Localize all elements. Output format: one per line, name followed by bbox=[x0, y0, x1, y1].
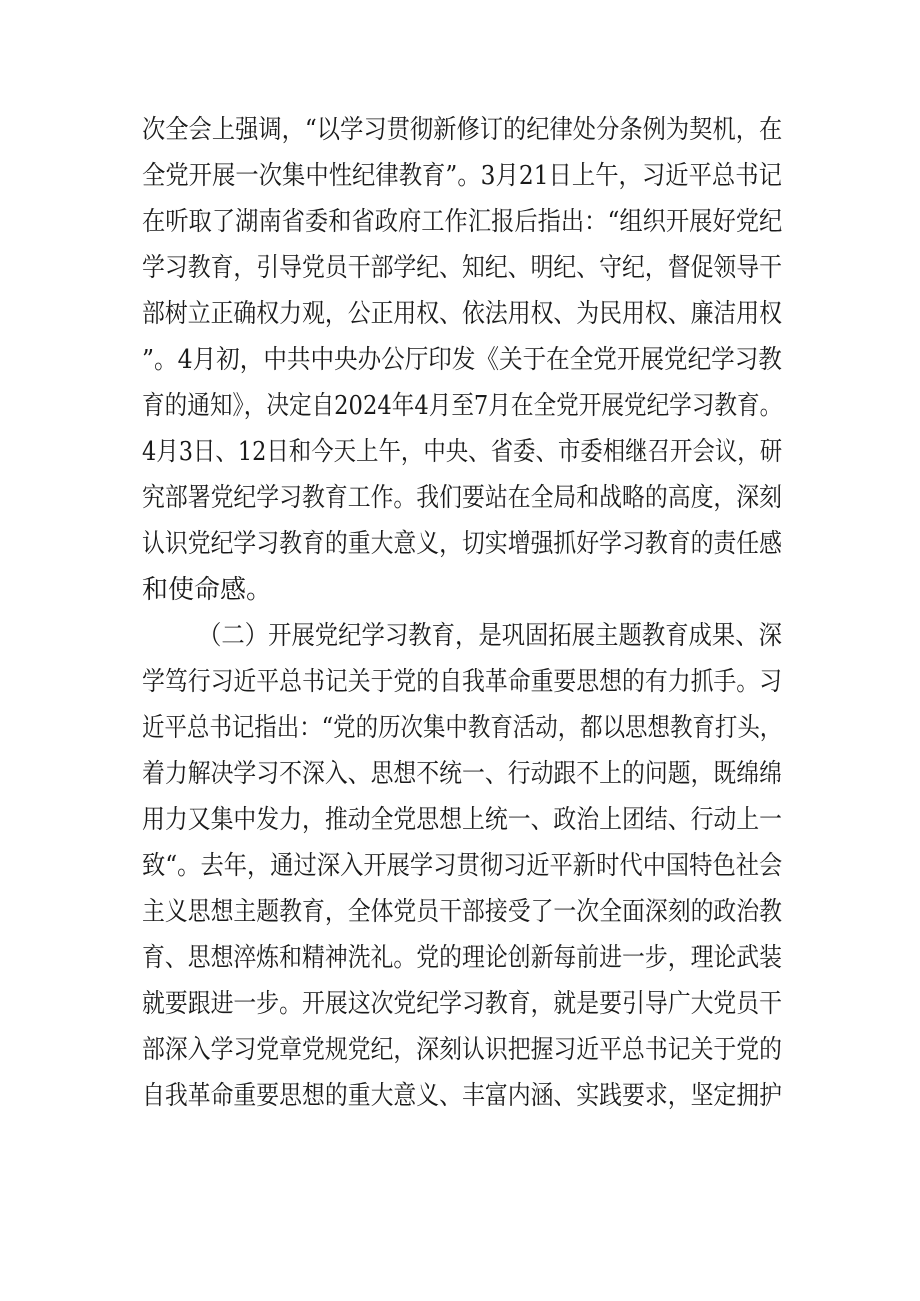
text-line: 致“。去年，通过深入开展学习贯彻习近平新时代中国特色社会 bbox=[142, 851, 783, 881]
text-line: 就要跟进一步。开展这次党纪学习教育，就是要引导广大党员干 bbox=[142, 989, 783, 1019]
text-line: 认识党纪学习教育的重大意义，切实增强抓好学习教育的责任感 bbox=[142, 529, 783, 559]
text-line: ”。4月初，中共中央办公厅印发《关于在全党开展党纪学习教 bbox=[142, 345, 782, 375]
text-line: 学笃行习近平总书记关于党的自我革命重要思想的有力抓手。习 bbox=[142, 667, 783, 697]
paragraph-start-line: （二）开展党纪学习教育，是巩固拓展主题教育成果、深 bbox=[198, 621, 783, 651]
text-line: 部树立正确权力观，公正用权、依法用权、为民用权、廉洁用权 bbox=[142, 299, 783, 329]
text-line: 育的通知》，决定自2024年4月至7月在全党开展党纪学习教育。 bbox=[142, 391, 783, 421]
text-line: 自我革命重要思想的重大意义、丰富内涵、实践要求，坚定拥护 bbox=[142, 1081, 783, 1111]
text-line: 近平总书记指出：“党的历次集中教育活动，都以思想教育打头， bbox=[142, 713, 783, 743]
text-line: 着力解决学习不深入、思想不统一、行动跟不上的问题，既绵绵 bbox=[142, 759, 783, 789]
text-line: 和使命感。 bbox=[142, 575, 273, 605]
text-line: 用力又集中发力，推动全党思想上统一、政治上团结、行动上一 bbox=[142, 805, 783, 835]
text-line: 部深入学习党章党规党纪，深刻认识把握习近平总书记关于党的 bbox=[142, 1035, 783, 1065]
text-line: 主义思想主题教育，全体党员干部接受了一次全面深刻的政治教 bbox=[142, 897, 783, 927]
text-line: 究部署党纪学习教育工作。我们要站在全局和战略的高度，深刻 bbox=[142, 483, 783, 513]
text-line: 4月3日、12日和今天上午，中央、省委、市委相继召开会议，研 bbox=[142, 437, 783, 467]
text-line: 次全会上强调，“以学习贯彻新修订的纪律处分条例为契机，在 bbox=[142, 115, 783, 145]
text-line: 在听取了湖南省委和省政府工作汇报后指出：“组织开展好党纪 bbox=[142, 207, 783, 237]
text-line: 育、思想淬炼和精神洗礼。党的理论创新每前进一步，理论武装 bbox=[142, 943, 783, 973]
text-line: 全党开展一次集中性纪律教育”。3月21日上午，习近平总书记 bbox=[142, 161, 782, 191]
text-line: 学习教育，引导党员干部学纪、知纪、明纪、守纪，督促领导干 bbox=[142, 253, 783, 283]
